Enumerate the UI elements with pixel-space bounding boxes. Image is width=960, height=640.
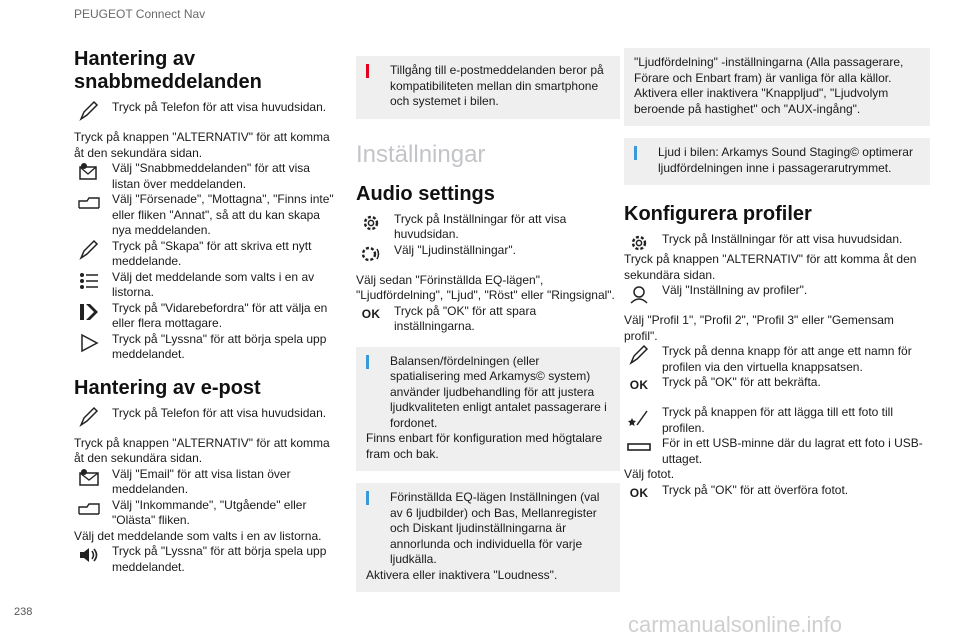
- step-audio-1: Tryck på Inställningar för att visa huvudsidan.: [356, 212, 620, 243]
- ok-icon: OK: [629, 378, 649, 393]
- prof-choose-text: Välj "Profil 1", "Profil 2", "Profil 3" eller "Gemensam profil".: [624, 313, 894, 343]
- note-distribution: "Ljudfördelning" -inställningarna (Alla passagerare, Förare och Enbart fram) är vanliga för alla källor. Aktivera eller inaktivera "Knappljud", "Ljudvolym beroende på hastighet" och "AUX-ingång".: [624, 48, 930, 126]
- info-note-balance: Balansen/fördelningen (eller spatialisering med Arkamys© system) använder ljudbehandling för att justera ljudkvaliteten enligt antalet passagerare i fordonet. Finns enbart för konfiguration med högtalare fram och bak.: [356, 347, 620, 472]
- step-prof-5: Tryck på denna knapp för att ange ett namn för profilen via den virtuella knappsatsen.: [624, 344, 930, 375]
- page-number: 238: [14, 606, 33, 618]
- step-mail-6: Tryck på "Lyssna" för att börja spela upp meddelandet.: [74, 544, 336, 575]
- step-audio-4: OK Tryck på "OK" för att spara inställningarna.: [356, 304, 620, 335]
- info-note-eq: Förinställda EQ-lägen Inställningen (val av 6 ljudbilder) och Bas, Mellanregister och Diskant ljudinställningarna är annorlunda och individuella för varje ljudkälla. Aktivera eller inaktivera "Loudness".: [356, 483, 620, 592]
- audio-settings-icon: [358, 243, 384, 265]
- step-sms-1: Tryck på Telefon för att visa huvudsidan.: [74, 100, 336, 120]
- ok-icon: OK: [629, 485, 649, 500]
- info-icon: [366, 355, 369, 369]
- pen-icon: [76, 239, 102, 261]
- column-3: [624, 48, 930, 503]
- step-sms-7: Tryck på "Vidarebefordra" för att välja en eller flera mottagare.: [74, 301, 336, 332]
- step-prof-3: Välj "Inställning av profiler".: [624, 283, 930, 303]
- gear-icon: [626, 232, 652, 254]
- prof-options-text: Tryck på knappen "ALTERNATIV" för att komma åt den sekundära sidan.: [624, 252, 917, 282]
- ok-icon: OK: [361, 306, 381, 321]
- warning-icon: [366, 64, 369, 78]
- step-sms-5: Tryck på "Skapa" för att skriva ett nytt meddelande.: [74, 239, 336, 270]
- tabs-icon: [76, 498, 102, 520]
- step-mail-1: Tryck på Telefon för att visa huvudsidan.: [74, 406, 336, 426]
- info-icon: [366, 491, 369, 505]
- pen-icon: [76, 406, 102, 428]
- step-prof-6: OK Tryck på "OK" för att bekräfta.: [624, 375, 930, 395]
- step-mail-3: Välj "Email" för att visa listan över meddelanden.: [74, 467, 336, 498]
- column-1: [74, 48, 336, 575]
- prof-select-photo: Välj fotot.: [624, 467, 675, 481]
- sms-options-text: Tryck på knappen "ALTERNATIV" för att komma åt den sekundära sidan.: [74, 130, 330, 160]
- profile-icon: [626, 283, 652, 305]
- audio-choose-text: Välj sedan "Förinställda EQ-lägen", "Ljudfördelning", "Ljud", "Röst" eller "Ringsignal".: [356, 272, 615, 302]
- heading-audio-settings: Audio settings: [356, 182, 495, 205]
- heading-settings: Inställningar: [356, 140, 486, 168]
- usb-icon: [626, 436, 652, 458]
- info-icon: [634, 146, 637, 160]
- pen-icon: [626, 344, 652, 366]
- mail-select-text: Välj det meddelande som valts i en av listorna.: [74, 528, 322, 543]
- step-prof-1: Tryck på Inställningar för att visa huvudsidan.: [624, 232, 930, 252]
- step-sms-6: Välj det meddelande som valts i en av listorna.: [74, 270, 336, 301]
- list-icon: [76, 270, 102, 292]
- step-audio-2: Välj "Ljudinställningar".: [356, 243, 620, 263]
- play-icon: [76, 332, 102, 354]
- mail-options-text: Tryck på knappen "ALTERNATIV" för att komma åt den sekundära sidan.: [74, 435, 330, 465]
- step-sms-3: Välj "Snabbmeddelanden" för att visa listan över meddelanden.: [74, 161, 336, 192]
- heading-profiles: Konfigurera profiler: [624, 203, 812, 225]
- tabs-icon: [76, 192, 102, 214]
- step-prof-10: OK Tryck på "OK" för att överföra fotot.: [624, 483, 930, 503]
- pen-icon: [76, 100, 102, 122]
- column-2: [356, 56, 620, 592]
- watermark: carmanualsonline.info: [628, 612, 843, 637]
- step-prof-8: För in ett USB-minne där du lagrat ett foto i USB-uttaget.: [624, 436, 930, 467]
- step-sms-4: Välj "Försenade", "Mottagna", "Finns inte" eller fliken "Annat", så att du kan skapa nya meddelanden.: [74, 192, 336, 239]
- speaker-icon: [76, 544, 102, 566]
- heading-sms: Hantering av snabbmeddelanden: [74, 48, 262, 93]
- step-mail-4: Välj "Inkommande", "Utgående" eller "Olästa" fliken.: [74, 498, 336, 529]
- info-note-arkamys: Ljud i bilen: Arkamys Sound Staging© optimerar ljudfördelningen inne i passagerarutrymmet.: [624, 138, 930, 185]
- forward-icon: [76, 301, 102, 323]
- step-prof-7: Tryck på knappen för att lägga till ett foto till profilen.: [624, 405, 930, 436]
- warning-note-email: Tillgång till e-postmeddelanden beror på kompatibiliteten mellan din smartphone och systemet i bilen.: [356, 56, 620, 119]
- gear-icon: [358, 212, 384, 234]
- heading-email: Hantering av e-post: [74, 376, 261, 399]
- sms-list-icon: [76, 161, 102, 183]
- add-photo-icon: [626, 405, 652, 427]
- running-header: PEUGEOT Connect Nav: [74, 7, 206, 21]
- email-icon: [76, 467, 102, 489]
- step-sms-8: Tryck på "Lyssna" för att börja spela upp meddelandet.: [74, 332, 336, 363]
